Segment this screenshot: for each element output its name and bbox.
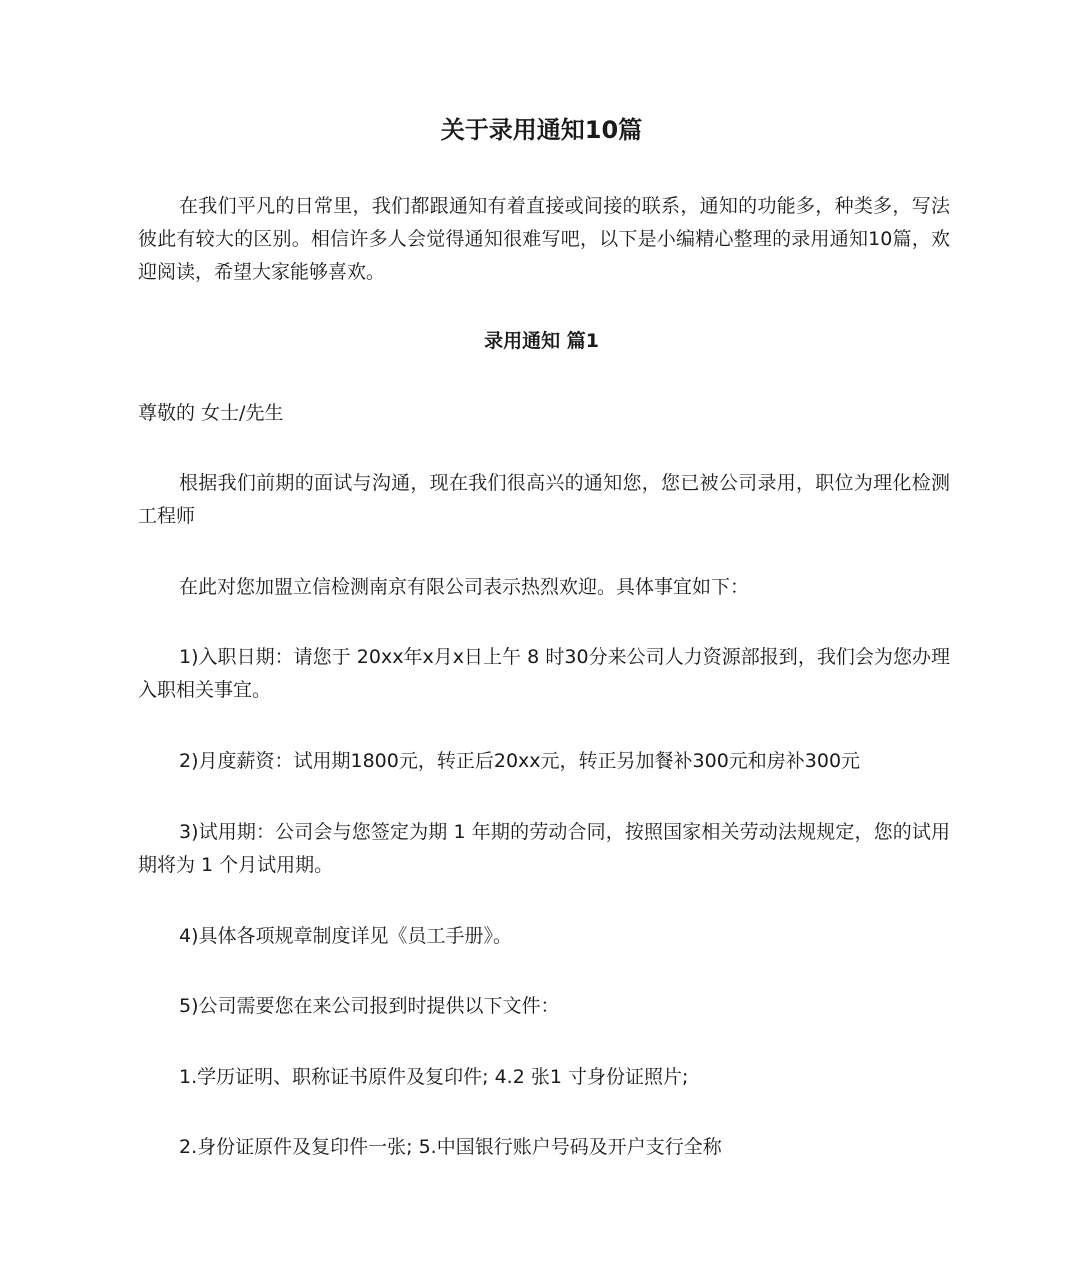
intro-paragraph: 在我们平凡的日常里，我们都跟通知有着直接或间接的联系，通知的功能多，种类多，写法彼此有较大的区别。相信许多人会觉得通知很难写吧，以下是小编精心整理的录用通知10篇，欢迎阅读，希望大家能够喜欢。 [138,195,950,283]
paragraph-welcome: 在此对您加盟立信检测南京有限公司表示热烈欢迎。具体事宜如下： [179,576,750,598]
section-title: 录用通知 篇1 [484,330,599,352]
document-title: 关于录用通知10篇 [440,116,643,144]
list-item: 2.身份证原件及复印件一张; 5.中国银行账户号码及开户支行全称 [179,1136,722,1158]
paragraph-notice: 根据我们前期的面试与沟通，现在我们很高兴的通知您，您已被公司录用，职位为理化检测工程师 [138,472,950,527]
paragraph-documents: 5)公司需要您在来公司报到时提供以下文件： [179,995,560,1017]
list-item: 1.学历证明、职称证书原件及复印件; 4.2 张1 寸身份证照片; [179,1066,689,1088]
paragraph-probation: 3)试用期：公司会与您签定为期 1 年期的劳动合同，按照国家相关劳动法规规定，您的试用期将为 1 个月试用期。 [138,821,950,876]
salutation: 尊敬的 女士/先生 [138,402,284,424]
paragraph-handbook: 4)具体各项规章制度详见《员工手册》。 [179,925,513,947]
paragraph-salary: 2)月度薪资：试用期1800元，转正后20xx元，转正另加餐补300元和房补300元 [179,750,861,772]
paragraph-start-date: 1)入职日期：请您于 20xx年x月x日上午 8 时30分来公司人力资源部报到，我们会为您办理入职相关事宜。 [138,646,950,701]
